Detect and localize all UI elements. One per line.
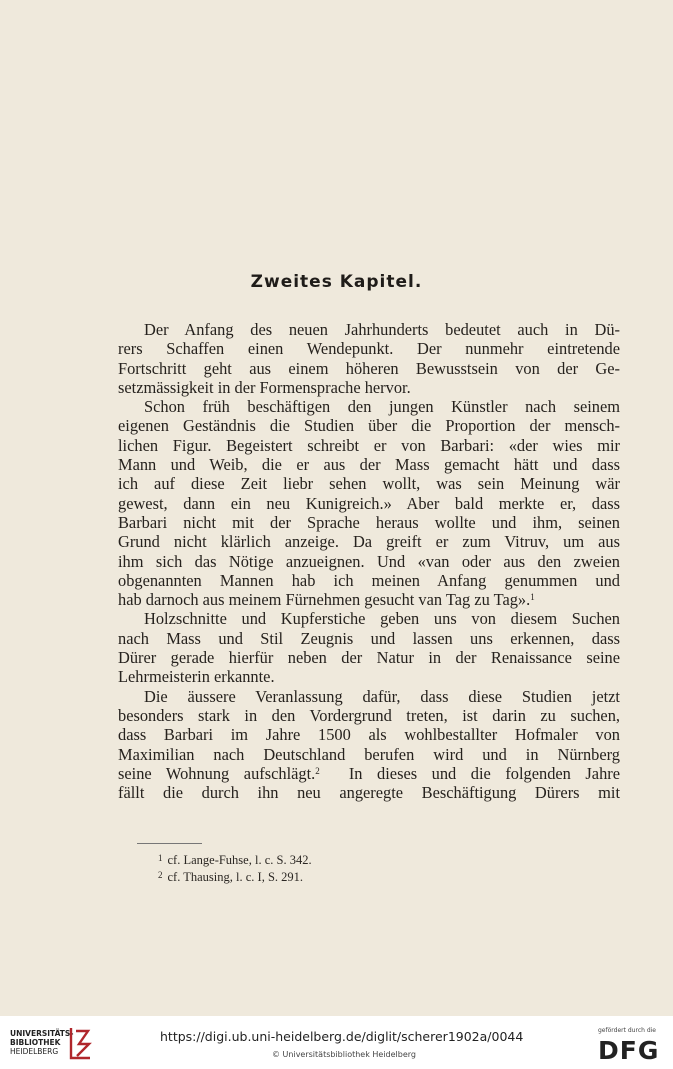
footnote-1: [158, 851, 312, 868]
footnote-ref-1: 1: [530, 592, 535, 603]
text-line: ihm sich das Nötige anzueignen. Und «van oder aus den zweien: [118, 551, 620, 571]
text-line-content: In dieses und die folgenden Jahre: [348, 763, 620, 783]
library-logo: [10, 1029, 73, 1056]
sponsor-text: gefördert durch die: [598, 1027, 656, 1034]
text-line-with-note: [118, 590, 620, 609]
text-line: Lehrmeisterin erkannte.: [118, 667, 275, 687]
footnote-number: 1: [158, 853, 163, 863]
paragraph-3: [118, 609, 620, 686]
text-line: Barbari nicht mit der Sprache heraus wollte und ihm, seinen: [118, 512, 620, 532]
paragraph-2: [118, 397, 620, 609]
heidelberg-emblem-icon: [68, 1026, 94, 1060]
text-line: Dürer gerade hierfür neben der Natur in der Renaissance seine: [118, 648, 620, 668]
text-line: nach Mass und Stil Zeugnis und lassen uns erkennen, dass: [118, 628, 620, 648]
text-line-content: hab darnoch aus meinem Fürnehmen gesucht van Tag zu Tag».: [118, 590, 531, 610]
text-line: fällt die durch ihn neu angeregte Beschäftigung Dürers mit: [118, 783, 620, 803]
text-line: rers Schaffen einen Wendepunkt. Der nunmehr eintretende: [118, 339, 620, 359]
footnote-text: cf. Thausing, l. c. I, S. 291.: [167, 870, 304, 884]
text-line: eigenen Geständnis die Studien über die Proportion der mensch-: [118, 416, 620, 436]
library-name-line: BIBLIOTHEK: [10, 1038, 61, 1047]
footnote-divider: [137, 843, 202, 844]
text-line: ich auf diese Zeit liebr sehen wollt, was sein Meinung wär: [118, 474, 620, 494]
paragraph-4: [118, 687, 620, 803]
dfg-logo: DFG: [598, 1036, 660, 1065]
paragraph-1: [118, 320, 620, 397]
permalink-url[interactable]: https://digi.ub.uni-heidelberg.de/diglit/scherer1902a/0044: [160, 1029, 524, 1044]
text-line: Fortschritt geht aus einem höheren Bewusstsein von der Ge-: [118, 358, 620, 378]
text-line: Holzschnitte und Kupferstiche geben uns von diesem Suchen: [144, 609, 620, 629]
text-line: Die äussere Veranlassung dafür, dass diese Studien jetzt: [144, 686, 620, 706]
footnote-ref-2: 2: [315, 765, 320, 776]
text-line: Grund nicht klärlich anzeige. Da greift er zum Vitruv, um aus: [118, 532, 620, 552]
library-name-line: UNIVERSITÄTS-: [10, 1029, 74, 1038]
text-line: lichen Figur. Begeistert schreibt er von Barbari: «der wies mir: [118, 435, 620, 455]
viewer-footer: [0, 1016, 673, 1069]
text-line: setzmässigkeit in der Formensprache hervor.: [118, 377, 411, 397]
text-line: Mann und Weib, die er aus der Mass gemacht hätt und dass: [118, 455, 620, 475]
text-line: besonders stark in den Vordergrund treten, ist darin zu suchen,: [118, 705, 620, 725]
body-text: [118, 320, 620, 802]
library-name-line: HEIDELBERG: [10, 1047, 59, 1056]
chapter-title: Zweites Kapitel.: [250, 272, 423, 292]
text-line: Schon früh beschäftigen den jungen Künstler nach seinem: [144, 397, 620, 417]
text-line: Der Anfang des neuen Jahrhunderts bedeutet auch in Dü-: [144, 320, 620, 339]
text-line-with-note: [118, 764, 620, 783]
text-line: obgenannten Mannen hab ich meinen Anfang genummen und: [118, 570, 620, 590]
text-line: Maximilian nach Deutschland berufen wird und in Nürnberg: [118, 744, 620, 764]
footnote-2: [158, 868, 312, 885]
footnote-text: cf. Lange-Fuhse, l. c. S. 342.: [167, 853, 312, 867]
text-line: gewest, dann ein neu Kunigreich.» Aber bald merkte er, dass: [118, 493, 620, 513]
text-line-content: seine Wohnung aufschlägt.: [118, 763, 316, 783]
footnotes: [158, 851, 312, 885]
footnote-number: 2: [158, 870, 163, 880]
copyright-text: © Universitätsbibliothek Heidelberg: [272, 1050, 417, 1059]
text-line: dass Barbari im Jahre 1500 als wohlbestallter Hofmaler von: [118, 725, 620, 745]
